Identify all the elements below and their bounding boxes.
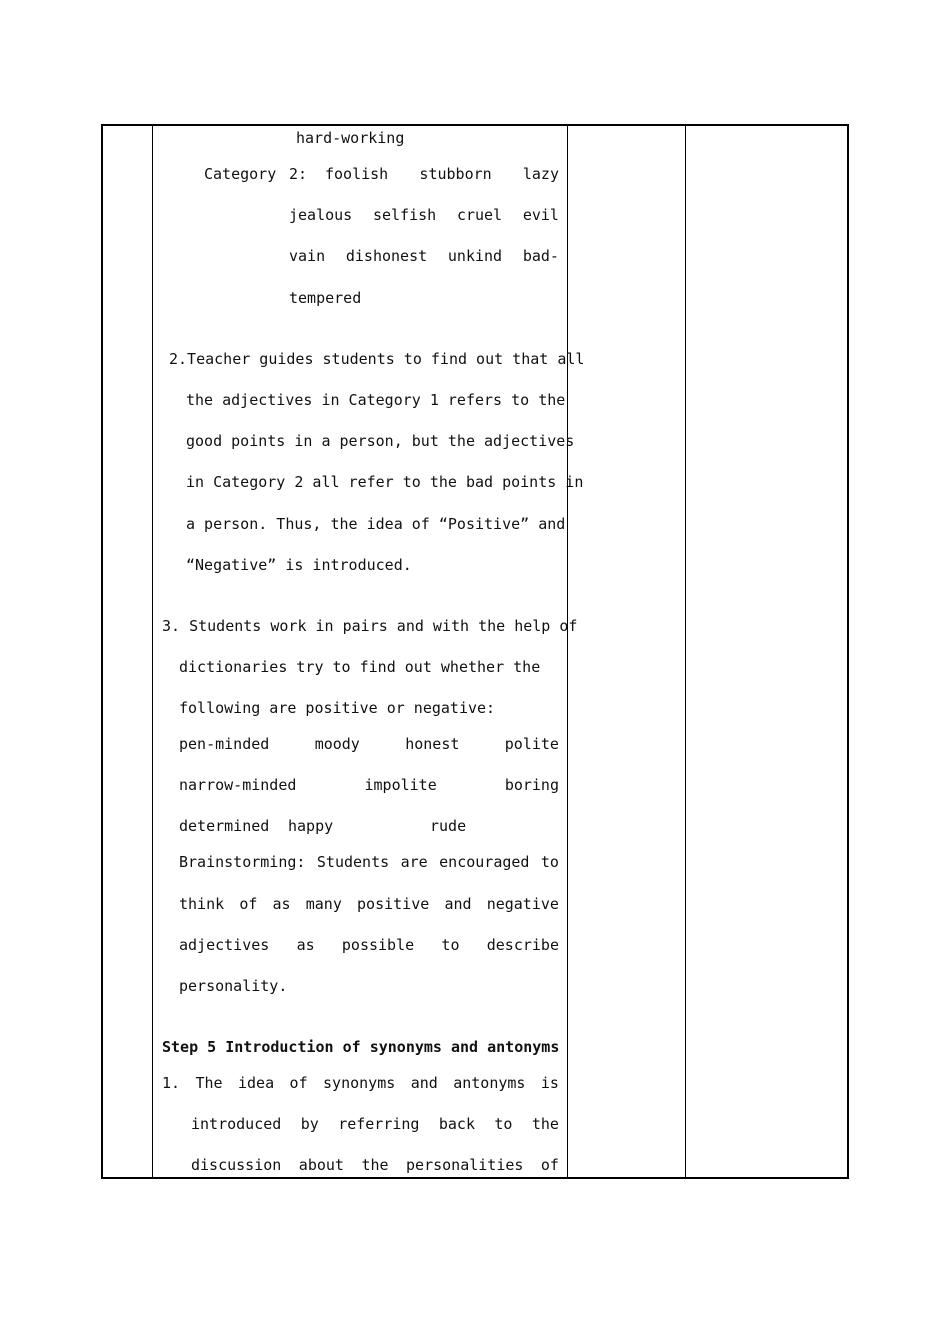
word: to [540, 853, 559, 871]
word: are [400, 853, 428, 871]
word: synonyms [323, 1074, 396, 1092]
word: of [239, 895, 258, 913]
item2-line: “Negative” is introduced. [186, 556, 412, 574]
word: personalities [406, 1156, 524, 1174]
word: referring [338, 1115, 420, 1133]
word: Brainstorming: [179, 853, 306, 871]
word: idea [238, 1074, 275, 1092]
adjective: lazy [522, 165, 559, 183]
adjective: determined [179, 817, 270, 835]
word: as [296, 936, 315, 954]
word: 1. [162, 1074, 181, 1092]
item3-line: 3. Students work in pairs and with the help of [162, 617, 578, 635]
item2-line: a person. Thus, the idea of “Positive” and [186, 515, 566, 533]
adjective: impolite [364, 776, 437, 794]
word: possible [341, 936, 415, 954]
column-divider [567, 124, 568, 1179]
step5-line [191, 1155, 559, 1175]
adjective: dishonest [345, 247, 428, 265]
item3-words-row [179, 734, 559, 754]
word: encouraged [439, 853, 530, 871]
word: The [195, 1074, 223, 1092]
word: to [441, 936, 460, 954]
word: to [494, 1115, 513, 1133]
item3-words-row [179, 775, 559, 795]
category2-words-row: tempered [289, 289, 362, 307]
brainstorming-line: personality. [179, 977, 288, 995]
word: is [540, 1074, 559, 1092]
brainstorming-line [179, 852, 559, 872]
word: think [179, 895, 225, 913]
word: and [444, 895, 472, 913]
adjective: moody [314, 735, 360, 753]
word: about [298, 1156, 344, 1174]
adjective: jealous [289, 206, 353, 224]
adjective: rude [430, 817, 467, 835]
adjective: selfish [372, 206, 437, 224]
item2-line: in Category 2 all refer to the bad points in [186, 473, 584, 491]
category2-words-row [325, 164, 559, 184]
adjective: polite [504, 735, 559, 753]
word: discussion [191, 1156, 282, 1174]
item3-line: dictionaries try to find out whether the [179, 658, 541, 676]
adjective: narrow-minded [179, 776, 297, 794]
adjective: bad- [522, 247, 559, 265]
category2-words-row [289, 205, 559, 225]
item2-line: the adjectives in Category 1 refers to the [186, 391, 566, 409]
word: and [410, 1074, 438, 1092]
item3-line: following are positive or negative: [179, 699, 496, 717]
adjective: pen-minded [179, 735, 270, 753]
word: as [272, 895, 291, 913]
adjective: happy [288, 817, 334, 835]
adjective: boring [504, 776, 559, 794]
word: by [300, 1115, 319, 1133]
adjective: stubborn [419, 165, 492, 183]
adjective: cruel [456, 206, 503, 224]
category2-number: 2: [289, 165, 308, 183]
word: positive [357, 895, 430, 913]
word: describe [486, 936, 559, 954]
item2-line: good points in a person, but the adjectives [186, 432, 575, 450]
item2-line: 2.Teacher guides students to find out that all [169, 350, 585, 368]
word: the [531, 1115, 559, 1133]
category1-last-word: hard-working [296, 129, 405, 147]
lesson-plan-table [101, 124, 849, 1179]
word: antonyms [453, 1074, 526, 1092]
word: of [540, 1156, 559, 1174]
adjective: vain [289, 247, 326, 265]
step5-line [191, 1114, 559, 1134]
brainstorming-line [179, 894, 559, 914]
category2-words-row [289, 246, 559, 266]
word: many [305, 895, 342, 913]
step5-line [162, 1073, 559, 1093]
column-divider [685, 124, 686, 1179]
category2-label: Category [204, 165, 277, 183]
word: of [289, 1074, 308, 1092]
word: introduced [191, 1115, 282, 1133]
column-divider [152, 124, 153, 1179]
adjective: unkind [447, 247, 503, 265]
word: back [438, 1115, 475, 1133]
adjective: evil [522, 206, 559, 224]
word: the [361, 1156, 389, 1174]
step5-heading: Step 5 Introduction of synonyms and antonyms [162, 1038, 560, 1056]
adjective: foolish [325, 165, 389, 183]
brainstorming-line [179, 935, 559, 955]
word: adjectives [179, 936, 270, 954]
word: negative [486, 895, 559, 913]
word: Students [316, 853, 390, 871]
adjective: honest [405, 735, 460, 753]
